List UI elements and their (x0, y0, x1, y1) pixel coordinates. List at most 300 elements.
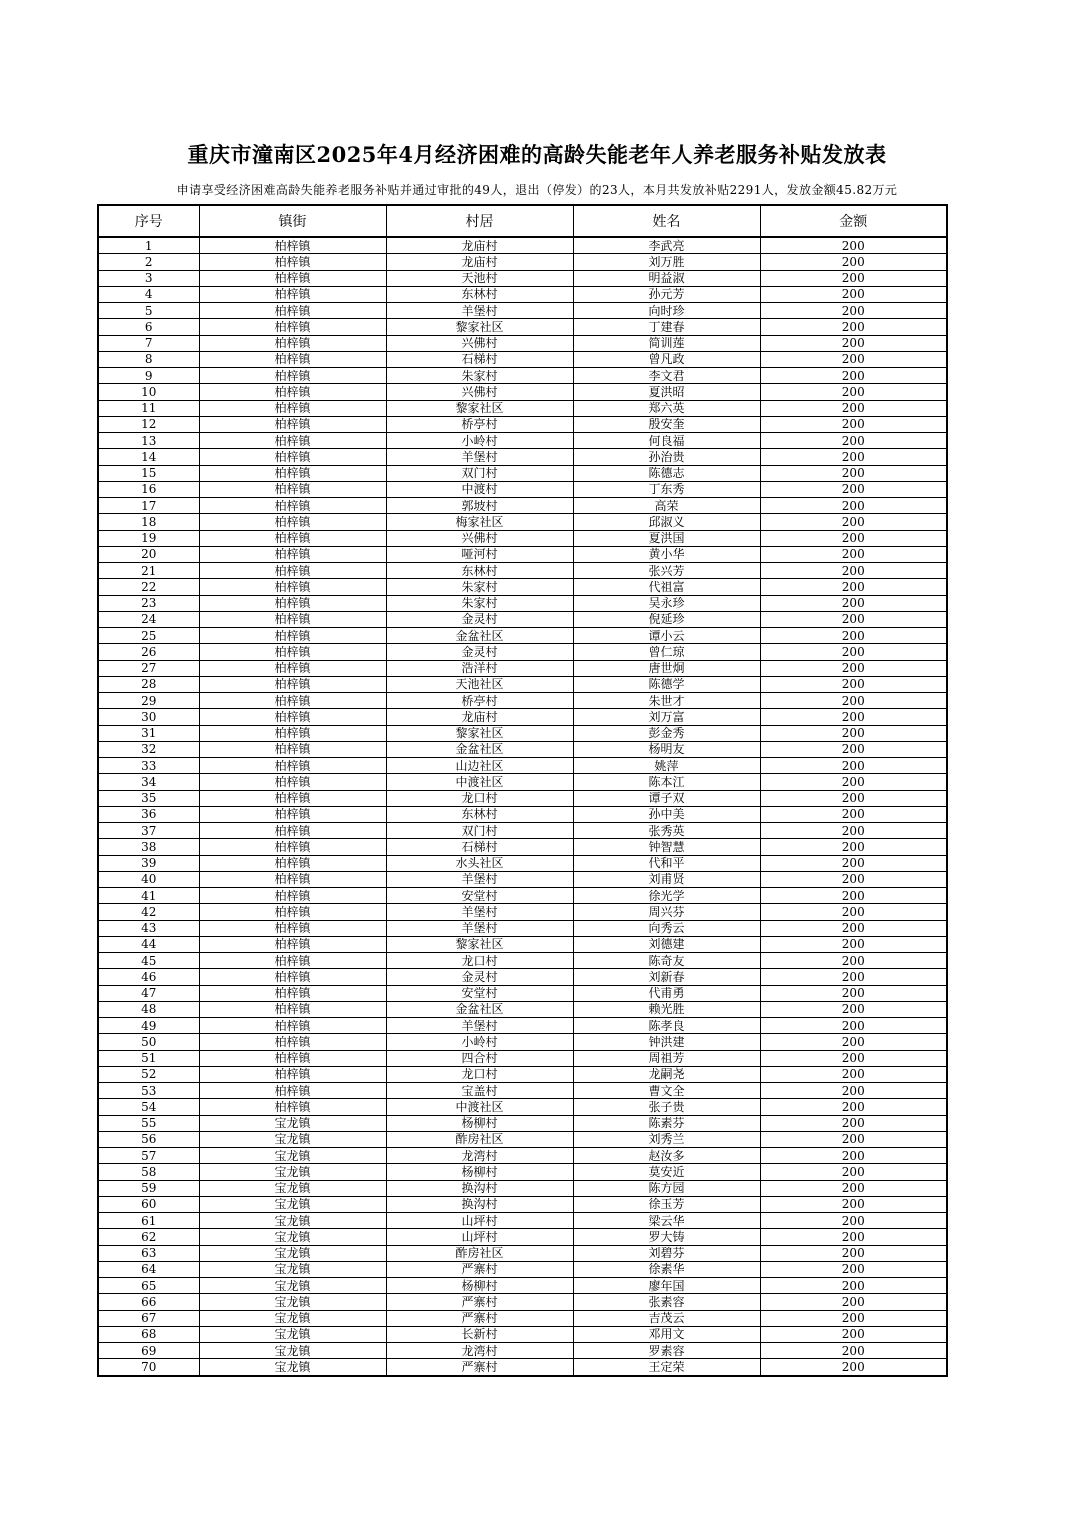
cell-name: 赵汝多 (573, 1148, 760, 1164)
cell-village: 龙庙村 (386, 254, 573, 270)
table-row (98, 985, 947, 1001)
cell-index: 36 (98, 806, 199, 822)
cell-index: 67 (98, 1310, 199, 1326)
cell-index: 68 (98, 1326, 199, 1342)
cell-amount: 200 (760, 303, 947, 319)
table-row (98, 335, 947, 351)
table-row (98, 823, 947, 839)
cell-town: 柏梓镇 (199, 871, 386, 887)
cell-village: 浩洋村 (386, 660, 573, 676)
column-header-amount: 金额 (760, 205, 947, 237)
cell-name: 邱淑义 (573, 514, 760, 530)
cell-town: 宝龙镇 (199, 1245, 386, 1261)
cell-village: 龙庙村 (386, 709, 573, 725)
cell-name: 何良福 (573, 433, 760, 449)
cell-village: 山坪村 (386, 1213, 573, 1229)
table-row (98, 709, 947, 725)
cell-name: 朱世才 (573, 693, 760, 709)
table-row (98, 579, 947, 595)
cell-town: 柏梓镇 (199, 741, 386, 757)
cell-town: 柏梓镇 (199, 546, 386, 562)
cell-amount: 200 (760, 1245, 947, 1261)
table-row (98, 530, 947, 546)
cell-name: 刘万富 (573, 709, 760, 725)
cell-index: 64 (98, 1261, 199, 1277)
cell-index: 3 (98, 270, 199, 286)
table-row (98, 676, 947, 692)
cell-index: 14 (98, 449, 199, 465)
cell-town: 柏梓镇 (199, 384, 386, 400)
cell-village: 郭坡村 (386, 498, 573, 514)
table-row (98, 286, 947, 302)
cell-name: 刘甫贤 (573, 871, 760, 887)
cell-name: 代甫勇 (573, 985, 760, 1001)
table-row (98, 303, 947, 319)
cell-village: 羊堡村 (386, 449, 573, 465)
table-row (98, 790, 947, 806)
cell-amount: 200 (760, 384, 947, 400)
table-row (98, 693, 947, 709)
table-row (98, 465, 947, 481)
cell-village: 严寨村 (386, 1310, 573, 1326)
cell-index: 61 (98, 1213, 199, 1229)
table-row (98, 855, 947, 871)
table-row (98, 1213, 947, 1229)
cell-town: 宝龙镇 (199, 1310, 386, 1326)
cell-index: 32 (98, 741, 199, 757)
cell-town: 宝龙镇 (199, 1180, 386, 1196)
cell-town: 柏梓镇 (199, 806, 386, 822)
cell-town: 宝龙镇 (199, 1326, 386, 1342)
cell-index: 28 (98, 676, 199, 692)
cell-amount: 200 (760, 644, 947, 660)
cell-name: 孙中美 (573, 806, 760, 822)
cell-amount: 200 (760, 1213, 947, 1229)
table-row (98, 449, 947, 465)
cell-town: 柏梓镇 (199, 936, 386, 952)
cell-town: 柏梓镇 (199, 303, 386, 319)
cell-amount: 200 (760, 1326, 947, 1342)
table-row (98, 1229, 947, 1245)
cell-index: 15 (98, 465, 199, 481)
cell-amount: 200 (760, 286, 947, 302)
cell-town: 柏梓镇 (199, 579, 386, 595)
cell-index: 2 (98, 254, 199, 270)
table-row (98, 969, 947, 985)
table-row (98, 546, 947, 562)
cell-amount: 200 (760, 1294, 947, 1310)
cell-name: 张素容 (573, 1294, 760, 1310)
cell-index: 6 (98, 319, 199, 335)
cell-village: 羊堡村 (386, 303, 573, 319)
cell-index: 30 (98, 709, 199, 725)
cell-amount: 200 (760, 790, 947, 806)
cell-amount: 200 (760, 741, 947, 757)
cell-village: 金盆社区 (386, 628, 573, 644)
cell-amount: 200 (760, 481, 947, 497)
cell-index: 16 (98, 481, 199, 497)
cell-town: 柏梓镇 (199, 237, 386, 254)
cell-index: 4 (98, 286, 199, 302)
cell-amount: 200 (760, 368, 947, 384)
cell-town: 柏梓镇 (199, 1018, 386, 1034)
table-row (98, 1294, 947, 1310)
cell-index: 69 (98, 1343, 199, 1359)
table-row (98, 1034, 947, 1050)
cell-amount: 200 (760, 563, 947, 579)
table-row (98, 1196, 947, 1212)
table-row (98, 1001, 947, 1017)
cell-amount: 200 (760, 628, 947, 644)
cell-amount: 200 (760, 660, 947, 676)
table-row (98, 1180, 947, 1196)
cell-town: 宝龙镇 (199, 1229, 386, 1245)
cell-village: 金灵村 (386, 644, 573, 660)
cell-name: 王定荣 (573, 1359, 760, 1376)
column-header-name: 姓名 (573, 205, 760, 237)
cell-index: 58 (98, 1164, 199, 1180)
cell-index: 46 (98, 969, 199, 985)
cell-index: 10 (98, 384, 199, 400)
cell-village: 朱家村 (386, 579, 573, 595)
cell-village: 金灵村 (386, 611, 573, 627)
table-row (98, 1115, 947, 1131)
table-row (98, 254, 947, 270)
cell-amount: 200 (760, 611, 947, 627)
cell-name: 代祖富 (573, 579, 760, 595)
table-row (98, 839, 947, 855)
cell-village: 安堂村 (386, 985, 573, 1001)
table-row (98, 936, 947, 952)
cell-name: 曾凡政 (573, 351, 760, 367)
cell-index: 66 (98, 1294, 199, 1310)
cell-amount: 200 (760, 936, 947, 952)
cell-name: 张兴芳 (573, 563, 760, 579)
cell-index: 49 (98, 1018, 199, 1034)
cell-amount: 200 (760, 1180, 947, 1196)
cell-index: 65 (98, 1278, 199, 1294)
cell-town: 柏梓镇 (199, 1099, 386, 1115)
cell-village: 黎家社区 (386, 400, 573, 416)
cell-index: 42 (98, 904, 199, 920)
cell-name: 赖光胜 (573, 1001, 760, 1017)
cell-name: 陈德志 (573, 465, 760, 481)
cell-village: 金灵村 (386, 969, 573, 985)
table-row (98, 888, 947, 904)
cell-amount: 200 (760, 1148, 947, 1164)
cell-name: 简训莲 (573, 335, 760, 351)
cell-town: 柏梓镇 (199, 1001, 386, 1017)
cell-amount: 200 (760, 709, 947, 725)
cell-village: 小岭村 (386, 1034, 573, 1050)
cell-amount: 200 (760, 1359, 947, 1376)
cell-name: 梁云华 (573, 1213, 760, 1229)
table-row (98, 1099, 947, 1115)
cell-index: 21 (98, 563, 199, 579)
cell-village: 山边社区 (386, 758, 573, 774)
cell-amount: 200 (760, 319, 947, 335)
cell-name: 吴永珍 (573, 595, 760, 611)
cell-amount: 200 (760, 953, 947, 969)
cell-name: 曹文全 (573, 1083, 760, 1099)
cell-town: 柏梓镇 (199, 709, 386, 725)
cell-index: 38 (98, 839, 199, 855)
cell-village: 严寨村 (386, 1359, 573, 1376)
cell-amount: 200 (760, 806, 947, 822)
cell-index: 1 (98, 237, 199, 254)
cell-name: 徐素华 (573, 1261, 760, 1277)
cell-town: 柏梓镇 (199, 400, 386, 416)
table-row (98, 433, 947, 449)
cell-name: 谭子双 (573, 790, 760, 806)
table-row (98, 628, 947, 644)
cell-name: 钟洪建 (573, 1034, 760, 1050)
cell-town: 宝龙镇 (199, 1164, 386, 1180)
cell-village: 兴佛村 (386, 384, 573, 400)
cell-village: 朱家村 (386, 368, 573, 384)
cell-village: 龙口村 (386, 953, 573, 969)
cell-town: 宝龙镇 (199, 1359, 386, 1376)
cell-amount: 200 (760, 823, 947, 839)
cell-index: 23 (98, 595, 199, 611)
table-row (98, 351, 947, 367)
cell-amount: 200 (760, 1131, 947, 1147)
cell-name: 刘秀兰 (573, 1131, 760, 1147)
cell-village: 杨柳村 (386, 1164, 573, 1180)
table-row (98, 871, 947, 887)
cell-name: 徐光学 (573, 888, 760, 904)
table-row (98, 611, 947, 627)
cell-name: 吉茂云 (573, 1310, 760, 1326)
table-row (98, 1050, 947, 1066)
cell-village: 朱家村 (386, 595, 573, 611)
cell-village: 黎家社区 (386, 319, 573, 335)
table-row (98, 920, 947, 936)
cell-town: 柏梓镇 (199, 1066, 386, 1082)
table-row (98, 644, 947, 660)
cell-town: 柏梓镇 (199, 368, 386, 384)
cell-village: 羊堡村 (386, 1018, 573, 1034)
cell-town: 柏梓镇 (199, 758, 386, 774)
cell-town: 柏梓镇 (199, 888, 386, 904)
cell-town: 柏梓镇 (199, 904, 386, 920)
cell-index: 37 (98, 823, 199, 839)
cell-village: 四合村 (386, 1050, 573, 1066)
table-row (98, 237, 947, 254)
cell-amount: 200 (760, 449, 947, 465)
cell-town: 柏梓镇 (199, 351, 386, 367)
cell-amount: 200 (760, 595, 947, 611)
cell-name: 高荣 (573, 498, 760, 514)
cell-village: 黎家社区 (386, 725, 573, 741)
cell-index: 57 (98, 1148, 199, 1164)
cell-name: 陈孝良 (573, 1018, 760, 1034)
cell-name: 邓用文 (573, 1326, 760, 1342)
cell-town: 柏梓镇 (199, 920, 386, 936)
cell-town: 柏梓镇 (199, 644, 386, 660)
cell-amount: 200 (760, 335, 947, 351)
cell-amount: 200 (760, 1083, 947, 1099)
cell-index: 44 (98, 936, 199, 952)
cell-village: 双门村 (386, 465, 573, 481)
cell-town: 柏梓镇 (199, 855, 386, 871)
cell-name: 丁东秀 (573, 481, 760, 497)
cell-town: 柏梓镇 (199, 270, 386, 286)
cell-town: 宝龙镇 (199, 1115, 386, 1131)
cell-village: 杨柳村 (386, 1115, 573, 1131)
table-row (98, 1326, 947, 1342)
cell-village: 黎家社区 (386, 936, 573, 952)
cell-index: 50 (98, 1034, 199, 1050)
cell-index: 40 (98, 871, 199, 887)
cell-amount: 200 (760, 579, 947, 595)
cell-index: 9 (98, 368, 199, 384)
cell-name: 周祖芳 (573, 1050, 760, 1066)
cell-name: 郑六英 (573, 400, 760, 416)
cell-name: 夏洪昭 (573, 384, 760, 400)
cell-town: 柏梓镇 (199, 969, 386, 985)
cell-town: 柏梓镇 (199, 676, 386, 692)
cell-amount: 200 (760, 1050, 947, 1066)
cell-index: 12 (98, 416, 199, 432)
cell-amount: 200 (760, 693, 947, 709)
cell-town: 柏梓镇 (199, 465, 386, 481)
cell-name: 孙元芳 (573, 286, 760, 302)
cell-amount: 200 (760, 498, 947, 514)
table-row (98, 1083, 947, 1099)
cell-village: 桥亭村 (386, 416, 573, 432)
table-row (98, 904, 947, 920)
cell-village: 龙口村 (386, 1066, 573, 1082)
cell-name: 陈本江 (573, 774, 760, 790)
cell-village: 天池社区 (386, 676, 573, 692)
table-body (98, 237, 947, 1376)
table-row (98, 384, 947, 400)
cell-amount: 200 (760, 1034, 947, 1050)
cell-village: 换沟村 (386, 1180, 573, 1196)
cell-village: 羊堡村 (386, 920, 573, 936)
table-row (98, 741, 947, 757)
cell-village: 东林村 (386, 286, 573, 302)
cell-name: 孙治贵 (573, 449, 760, 465)
cell-index: 43 (98, 920, 199, 936)
table-row (98, 758, 947, 774)
cell-amount: 200 (760, 676, 947, 692)
cell-index: 62 (98, 1229, 199, 1245)
cell-name: 向秀云 (573, 920, 760, 936)
page-title: 重庆市潼南区2025年4月经济困难的高龄失能老年人养老服务补贴发放表 (187, 142, 887, 167)
cell-amount: 200 (760, 1278, 947, 1294)
cell-index: 25 (98, 628, 199, 644)
cell-index: 53 (98, 1083, 199, 1099)
cell-village: 中渡村 (386, 481, 573, 497)
cell-name: 黄小华 (573, 546, 760, 562)
cell-name: 罗大铸 (573, 1229, 760, 1245)
cell-town: 宝龙镇 (199, 1343, 386, 1359)
cell-town: 柏梓镇 (199, 628, 386, 644)
cell-village: 兴佛村 (386, 530, 573, 546)
cell-name: 倪延珍 (573, 611, 760, 627)
cell-village: 龙湾村 (386, 1343, 573, 1359)
cell-name: 刘万胜 (573, 254, 760, 270)
cell-village: 山坪村 (386, 1229, 573, 1245)
cell-amount: 200 (760, 839, 947, 855)
column-header-village: 村居 (386, 205, 573, 237)
table-row (98, 1343, 947, 1359)
cell-name: 殷安奎 (573, 416, 760, 432)
cell-index: 55 (98, 1115, 199, 1131)
cell-index: 20 (98, 546, 199, 562)
cell-amount: 200 (760, 1310, 947, 1326)
cell-village: 杨柳村 (386, 1278, 573, 1294)
cell-name: 周兴芬 (573, 904, 760, 920)
cell-amount: 200 (760, 351, 947, 367)
cell-village: 宝盖村 (386, 1083, 573, 1099)
cell-amount: 200 (760, 270, 947, 286)
cell-amount: 200 (760, 416, 947, 432)
cell-index: 63 (98, 1245, 199, 1261)
cell-index: 31 (98, 725, 199, 741)
cell-amount: 200 (760, 871, 947, 887)
cell-village: 龙庙村 (386, 237, 573, 254)
cell-town: 宝龙镇 (199, 1213, 386, 1229)
cell-index: 19 (98, 530, 199, 546)
cell-name: 龙嗣尧 (573, 1066, 760, 1082)
cell-index: 51 (98, 1050, 199, 1066)
cell-village: 东林村 (386, 563, 573, 579)
cell-town: 宝龙镇 (199, 1278, 386, 1294)
table-row (98, 595, 947, 611)
table-row (98, 660, 947, 676)
table-row (98, 1278, 947, 1294)
table-row (98, 400, 947, 416)
cell-village: 严寨村 (386, 1294, 573, 1310)
cell-name: 李文君 (573, 368, 760, 384)
cell-name: 姚萍 (573, 758, 760, 774)
cell-name: 莫安近 (573, 1164, 760, 1180)
cell-town: 柏梓镇 (199, 953, 386, 969)
cell-amount: 200 (760, 855, 947, 871)
table-row (98, 319, 947, 335)
cell-amount: 200 (760, 1343, 947, 1359)
cell-index: 11 (98, 400, 199, 416)
table-row (98, 725, 947, 741)
cell-name: 唐世炯 (573, 660, 760, 676)
page-subtitle: 申请享受经济困难高龄失能养老服务补贴并通过审批的49人，退出（停发）的23人，本月共发放补贴2291人，发放金额45.82万元 (176, 183, 898, 197)
column-header-index: 序号 (98, 205, 199, 237)
table-row (98, 563, 947, 579)
table-row (98, 498, 947, 514)
cell-village: 梅家社区 (386, 514, 573, 530)
cell-village: 哑河村 (386, 546, 573, 562)
cell-name: 张秀英 (573, 823, 760, 839)
cell-town: 柏梓镇 (199, 823, 386, 839)
cell-index: 27 (98, 660, 199, 676)
cell-name: 陈德学 (573, 676, 760, 692)
cell-town: 柏梓镇 (199, 660, 386, 676)
cell-name: 向时珍 (573, 303, 760, 319)
cell-name: 明益淑 (573, 270, 760, 286)
cell-name: 刘新春 (573, 969, 760, 985)
cell-village: 石梯村 (386, 839, 573, 855)
table-row (98, 1131, 947, 1147)
cell-index: 24 (98, 611, 199, 627)
cell-village: 严寨村 (386, 1261, 573, 1277)
cell-village: 兴佛村 (386, 335, 573, 351)
cell-town: 柏梓镇 (199, 693, 386, 709)
table-header-row (98, 205, 947, 237)
table-row (98, 270, 947, 286)
